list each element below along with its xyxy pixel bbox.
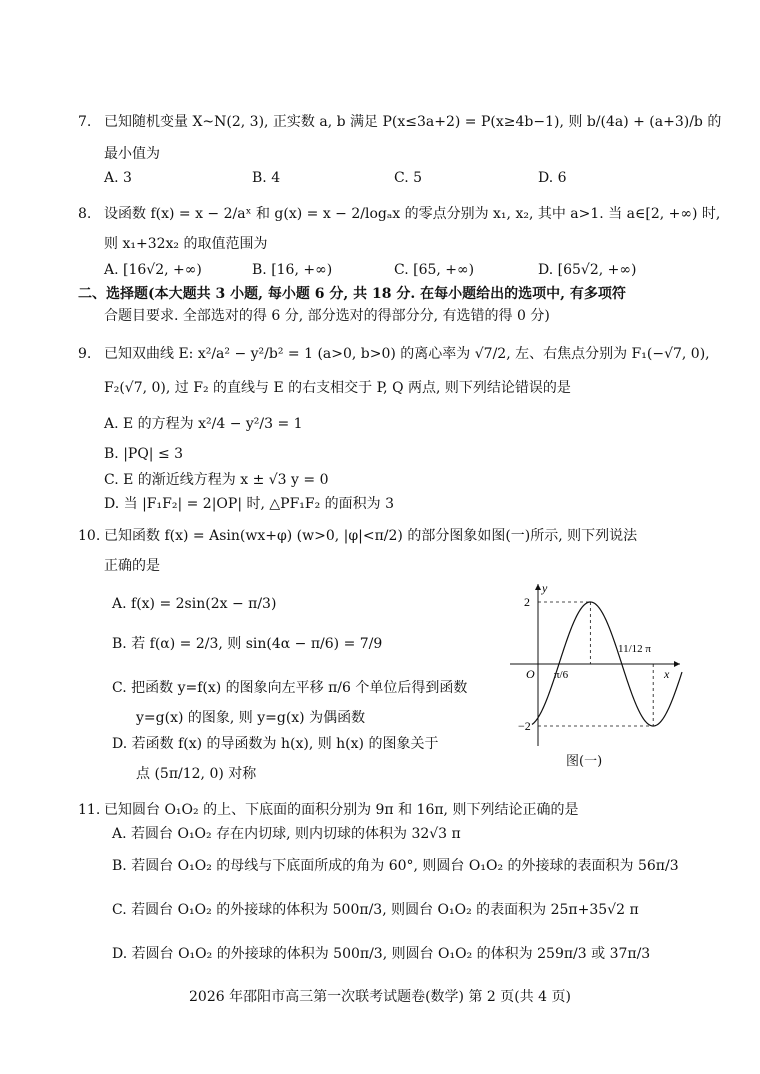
q8-option-d: D. [65√2, +∞) [538,262,637,278]
y-max-label: 2 [524,595,530,609]
q7-number: 7. [78,114,92,130]
q7-stem-line1 [78,112,721,132]
q7-stem-line2: 最小值为 [104,146,160,162]
q8-stem-line2: 则 x₁+32x₂ 的取值范围为 [104,236,268,252]
x-tick1-label: π/6 [554,669,569,681]
q8-stem-text: 设函数 f(x) = x − 2/aˣ 和 g(x) = x − 2/logₐx 的零点分别为 x₁, x₂, 其中 a>1. 当 a∈[2, +∞) 时, [104,206,721,222]
q9-option-d: D. 当 |F₁F₂| = 2|OP| 时, △PF₁F₂ 的面积为 3 [104,496,395,512]
q8-option-a: A. [16√2, +∞) [104,262,202,278]
page-footer: 2026 年邵阳市高三第一次联考试题卷(数学) 第 2 页(共 4 页) [189,989,571,1005]
q10-option-c-line2: y=g(x) 的图象, 则 y=g(x) 为偶函数 [136,710,366,726]
origin-label: O [526,667,535,681]
q7-option-c: C. 5 [394,170,423,186]
q10-figure [504,578,684,748]
q9-number: 9. [78,346,92,362]
q10-option-d-line2: 点 (5π/12, 0) 对称 [136,766,257,782]
q11-option-d: D. 若圆台 O₁O₂ 的外接球的体积为 500π/3, 则圆台 O₁O₂ 的体积为 259π/3 或 37π/3 [112,946,651,962]
x-tick2-label: 11/12 π [618,643,651,655]
figure-caption: 图(一) [566,754,603,769]
q7-option-d: D. 6 [538,170,567,186]
q9-option-b: B. |PQ| ≤ 3 [104,446,184,462]
q11-option-a: A. 若圆台 O₁O₂ 存在内切球, 则内切球的体积为 32√3 π [112,826,461,842]
q10-number: 10. [78,528,101,544]
q11-option-c: C. 若圆台 O₁O₂ 的外接球的体积为 500π/3, 则圆台 O₁O₂ 的表面积为 25π+35√2 π [112,902,639,918]
q10-option-c: C. 把函数 y=f(x) 的图象向左平移 π/6 个单位后得到函数 [112,680,468,696]
q8-stem-line1 [78,204,720,224]
q9-stem-line2: F₂(√7, 0), 过 F₂ 的直线与 E 的右支相交于 P, Q 两点, 则下列结论错误的是 [104,380,571,396]
q10-stem-text: 已知函数 f(x) = Asin(wx+φ) (w>0, |φ|<π/2) 的部分图象如图(一)所示, 则下列说法 [104,528,638,544]
q8-number: 8. [78,206,92,222]
section2-header-line2: 合题目要求. 全部选对的得 6 分, 部分选对的得部分分, 有选错的得 0 分) [104,308,550,324]
q9-option-a: A. E 的方程为 x²/4 − y²/3 = 1 [104,416,303,432]
q11-stem-line1 [78,800,578,820]
q7-option-a: A. 3 [104,170,132,186]
q10-option-d: D. 若函数 f(x) 的导函数为 h(x), 则 h(x) 的图象关于 [112,736,439,752]
q9-option-c: C. E 的渐近线方程为 x ± √3 y = 0 [104,472,329,488]
q10-stem-line1 [78,526,637,546]
q10-stem-line2: 正确的是 [104,558,160,574]
y-min-label: −2 [518,719,531,733]
q10-option-b: B. 若 f(α) = 2/3, 则 sin(4α − π/6) = 7/9 [112,636,383,652]
y-axis-label: y [542,581,548,595]
q9-stem-text: 已知双曲线 E: x²/a² − y²/b² = 1 (a>0, b>0) 的离心率为 √7/2, 左、右焦点分别为 F₁(−√7, 0), [104,346,710,362]
section2-header-line1: 二、选择题(本大题共 3 小题, 每小题 6 分, 共 18 分. 在每小题给出的选项中, 有多项符 [78,286,626,302]
q9-stem-line1 [78,344,710,364]
q10-option-a: A. f(x) = 2sin(2x − π/3) [112,596,277,612]
q7-option-b: B. 4 [252,170,281,186]
q11-option-b: B. 若圆台 O₁O₂ 的母线与下底面所成的角为 60°, 则圆台 O₁O₂ 的外接球的表面积为 56π/3 [112,858,679,874]
q11-number: 11. [78,802,101,818]
x-axis-label: x [664,667,670,681]
q8-option-c: C. [65, +∞) [394,262,475,278]
q7-stem-text: 已知随机变量 X~N(2, 3), 正实数 a, b 满足 P(x≤3a+2) = P(x≥4b−1), 则 b/(4a) + (a+3)/b 的 [104,114,722,130]
q8-option-b: B. [16, +∞) [252,262,333,278]
q11-stem-text: 已知圆台 O₁O₂ 的上、下底面的面积分别为 9π 和 16π, 则下列结论正确的是 [104,802,579,818]
